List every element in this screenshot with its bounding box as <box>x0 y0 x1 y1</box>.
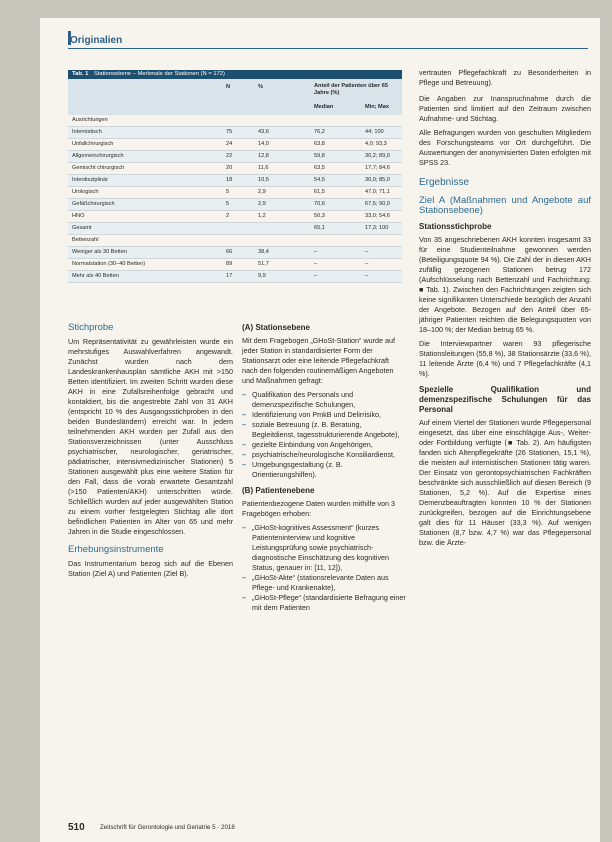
cell-label: HNO <box>72 213 85 219</box>
col-minmax-header: Min; Max <box>365 104 389 110</box>
list-item: – „GHoSt-Akte“ (stationsrelevante Daten aus Pflege- und Krankenakte), <box>250 573 406 593</box>
cell-label: Internistisch <box>72 129 102 135</box>
cell-pct: 38,4 <box>258 249 269 255</box>
cell-n: 24 <box>226 141 233 147</box>
cell-median: 50,3 <box>314 213 325 219</box>
table-row <box>68 163 402 175</box>
cell-median: – <box>314 273 318 279</box>
paragraph: vertrauten Pflegefachkraft zu Besonderheiten in Pflege und Betreuung). <box>419 68 591 87</box>
paragraph: Mit dem Fragebogen „GHoSt-Station“ wurde auf jeder Station in standardisierter Form der Stationsarzt oder eine leitende Pflegefachkraft nach den folgenden routinemäßigen Angeboten und Maßnahmen gefragt: <box>242 336 396 385</box>
cell-label: Interdisziplinär <box>72 177 109 183</box>
cell-median: – <box>314 249 318 255</box>
table-header <box>68 79 402 115</box>
journal-footer: Zeitschrift für Gerontologie und Geriatrie 5 · 2018 <box>100 824 235 831</box>
cell-pct: 11,6 <box>258 165 269 171</box>
list-item: – Umgebungsgestaltung (z. B. Orientierungshilfen). <box>250 460 406 480</box>
cell-median: 76,2 <box>314 129 325 135</box>
cell-n: 5 <box>226 201 230 207</box>
cell-median: 63,8 <box>314 141 325 147</box>
table-row <box>68 127 402 139</box>
right-column <box>419 68 591 552</box>
table-row <box>68 175 402 187</box>
col-share-header: Anteil der Patienten über 65 Jahre (%) <box>314 83 388 96</box>
cell-n: 5 <box>226 189 230 195</box>
cell-label: Unfallchirurgisch <box>72 141 114 147</box>
cell-label: Ausrichtungen <box>72 117 108 123</box>
cell-minmax: 4,0; 93,3 <box>365 141 387 147</box>
heading-erhebungsinstrumente: Erhebungsinstrumente <box>68 544 164 555</box>
heading-stichprobe: Stichprobe <box>68 322 114 333</box>
table-row <box>68 139 402 151</box>
cell-minmax: 30,2; 89,0 <box>365 153 390 159</box>
cell-median: 65,1 <box>314 225 325 231</box>
cell-median: 70,6 <box>314 201 325 207</box>
cell-pct: 9,9 <box>258 273 266 279</box>
cell-pct: 2,9 <box>258 189 266 195</box>
cell-minmax: 67,5; 90,0 <box>365 201 390 207</box>
cell-minmax: – <box>365 261 369 267</box>
list-item: – psychiatrische/neurologische Konsiliardienst, <box>250 450 406 460</box>
cell-minmax: 44; 100 <box>365 129 384 135</box>
list-stationsebene <box>242 390 406 480</box>
journal-page <box>40 18 600 842</box>
section-label: Originalien <box>70 35 123 46</box>
cell-label: Mehr als 40 Betten <box>72 273 119 279</box>
cell-minmax: 17,7; 84,6 <box>365 165 390 171</box>
paragraph: Die Interviewpartner waren 93 pflegerische Stationsleitungen (55,8 %), 38 Stationsärzte (33,6 %), 11 leitende Ärzte (6,4 %) und 7 Pflegefachkräfte (4,1 %). <box>419 339 591 378</box>
cell-label: Weniger als 30 Betten <box>72 249 127 255</box>
table-row <box>68 271 402 283</box>
table-1 <box>68 70 402 283</box>
cell-n: 2 <box>226 213 230 219</box>
col-n-header: N <box>226 84 231 90</box>
paragraph: Alle Befragungen wurden von geschulten Mitgliedern des Forschungsteams vor Ort durchgeführt. Die Auswertungen der anonymisierten Daten erfolgten mit SPSS 23. <box>419 128 591 167</box>
table-row <box>68 247 402 259</box>
cell-minmax: 17,3; 100 <box>365 225 389 231</box>
table-row <box>68 187 402 199</box>
col-median-header: Median <box>314 104 334 110</box>
heading-ergebnisse: Ergebnisse <box>419 177 470 188</box>
cell-pct: 14,0 <box>258 141 269 147</box>
table-caption-text: Stationsebene – Merkmale der Stationen (N = 172) <box>93 71 225 77</box>
cell-minmax: – <box>365 249 369 255</box>
col-pct-header: % <box>258 84 263 90</box>
paragraph: Patientenbezogene Daten wurden mithilfe von 3 Fragebögen erhoben: <box>242 499 396 518</box>
cell-median: 59,8 <box>314 153 325 159</box>
cell-median: 63,5 <box>314 165 325 171</box>
table-row <box>68 235 402 247</box>
list-item: – „GHoSt-kognitives Assessment“ (kurzes Patienteninterview und kognitive Leistungsprüfung sowie psychiatrisch-diagnostische Einschätzung des kognitiven Status, genauer in: [11, 12]), <box>250 523 406 573</box>
cell-n: 66 <box>226 249 233 255</box>
table-caption-label: Tab. 1 <box>72 71 89 77</box>
list-item: – soziale Betreuung (z. B. Beratung, Begleitdienst, tagesstrukturierende Angebote), <box>250 420 406 440</box>
heading-ziel-a: Ziel A (Maßnahmen und Angebote auf Stationsebene) <box>419 195 591 216</box>
table-row <box>68 211 402 223</box>
cell-minmax: 30,9; 85,0 <box>365 177 390 183</box>
cell-label: Normalstation (30–40 Betten) <box>72 261 146 267</box>
paragraph: Auf einem Viertel der Stationen wurde Pflegepersonal eingesetzt, das über eine einschlägige Aus-, Weiter- oder Fortbildung verfügte (■ Tab. 2). Am häufigsten fanden sich Altenpflegekräfte (26 Stationen, 15,1 %), die meisten auf internistischen Stationen tätig waren. Der Einsatz von gerontopsychiatrischen Fachkräften beschränkte sich ausschließlich auf diesen Bereich (9 Stationen, 5,2 %). Auf die Expertise eines Demenzbeauftragten konnten 10 % der Stationen zurückgreifen, bezogen auf die Einrichtungsebene galt dies für 11 Häuser (33,3 %). Auf wenigen Stationen (8,7 bzw. 4,7 %) war das Pflegepersonal bzw. die Ärzte- <box>419 418 591 547</box>
cell-pct: 12,8 <box>258 153 269 159</box>
paragraph: Von 35 angeschriebenen AKH konnten insgesamt 33 für eine Studienteilnahme gewonnen werden (Beteiligungsquote 94 %). Die Zahl der in diesen AKH zufällig gezogenen Stationen betrug 172 (Aufschlüsselung nach Bettenzahl und Fachrichtung: ■ Tab. 1). Zwischen den Fachrichtungen zeigten sich keine signifikanten Unterschiede bezüglich der Anzahl der Angebote. Bezogen auf den Anteil über 65-jähriger Patienten reichten die Belegungsquoten von 18–100 %; der Median betrug 65 %. <box>419 235 591 334</box>
cell-median: 61,5 <box>314 189 325 195</box>
paragraph: Das Instrumentarium bezog sich auf die Ebenen Station (Ziel A) und Patienten (Ziel B). <box>68 559 233 578</box>
cell-pct: 10,5 <box>258 177 269 183</box>
table-row <box>68 115 402 127</box>
cell-label: Gemischt chirurgisch <box>72 165 125 171</box>
cell-n: 18 <box>226 177 233 183</box>
cell-label: Gefäßchirurgisch <box>72 201 115 207</box>
list-item: – „GHoSt-Pflege“ (standardisierte Befragung einer mit dem Patienten <box>250 593 406 613</box>
cell-pct: 51,7 <box>258 261 269 267</box>
cell-label: Bettenzahl <box>72 237 99 243</box>
list-item: – Identifizierung von PmkB und Delirrisiko, <box>250 410 406 420</box>
middle-column <box>242 323 406 617</box>
table-row <box>68 259 402 271</box>
cell-pct: 2,9 <box>258 201 266 207</box>
header-rule <box>68 48 588 49</box>
page-number: 510 <box>68 822 85 833</box>
cell-minmax: 33,0; 54,6 <box>365 213 390 219</box>
left-column <box>68 323 233 583</box>
cell-minmax: – <box>365 273 369 279</box>
heading-patientenebene: (B) Patientenebene <box>242 486 315 495</box>
cell-n: 20 <box>226 165 233 171</box>
list-item: – Qualifikation des Personals und demenzspezifische Schulungen, <box>250 390 406 410</box>
cell-label: Allgemeinchirurgisch <box>72 153 124 159</box>
heading-stationsebene: (A) Stationsebene <box>242 323 311 332</box>
table-body <box>68 115 402 283</box>
cell-label: Urologisch <box>72 189 99 195</box>
heading-stationsstichprobe: Stationsstichprobe <box>419 222 492 231</box>
cell-n: 22 <box>226 153 233 159</box>
cell-n: 89 <box>226 261 233 267</box>
cell-n: 75 <box>226 129 233 135</box>
cell-minmax: 47,0; 71,1 <box>365 189 390 195</box>
cell-median: – <box>314 261 318 267</box>
cell-n: 17 <box>226 273 233 279</box>
paragraph: Um Repräsentativität zu gewährleisten wurde ein mehrstufiges Auswahlverfahren angewandt. Zunächst wurden nach dem Landeskrankenhausplan sämtliche AKH mit >150 Betten identifiziert. Im zweiten Schritt wurden diese AKH in eine Zufallsreihenfolge gebracht und kontaktiert, bis die angestrebte Zahl von 31 AKH (entspricht 10 % des Ausgangsstichproben in den beiden Bundesländern) erreicht war. In jedem teilnehmenden AKH wurden per Zufall aus den Stationsverzeichnissen (unter Ausschluss psychiatrischer, neurologischer, geriatrischer, pädiatrischer, intensivmedizinischer Stationen) 5 Stationen ausgewählt plus eine weitere Station für den Fall, dass die vorab erwartete Gesamtzahl (>150 Patienten/AKH) unterschritten würde. Schließlich wurden auf jeder ausgewählten Station zu einem vorher festgelegten Stichtag alle dort befindlichen Patienten im Alter von 65 und mehr Jahren in die Studie eingeschlossen. <box>68 337 233 536</box>
cell-label: Gesamt <box>72 225 92 231</box>
table-caption <box>68 70 402 79</box>
list-item: – gezielte Einbindung von Angehörigen, <box>250 440 406 450</box>
cell-pct: 1,2 <box>258 213 266 219</box>
table-row <box>68 151 402 163</box>
table-row <box>68 199 402 211</box>
cell-pct: 43,6 <box>258 129 269 135</box>
cell-median: 54,5 <box>314 177 325 183</box>
table-row <box>68 223 402 235</box>
list-patientenebene <box>242 523 406 613</box>
paragraph: Die Angaben zur Inanspruchnahme durch die Patienten sind limitiert auf den Zeitraum zwischen Aufnahme- und Stichtag. <box>419 94 591 123</box>
heading-qualifikation: Spezielle Qualifikation und demenzspezifische Schulungen für das Personal <box>419 385 591 414</box>
